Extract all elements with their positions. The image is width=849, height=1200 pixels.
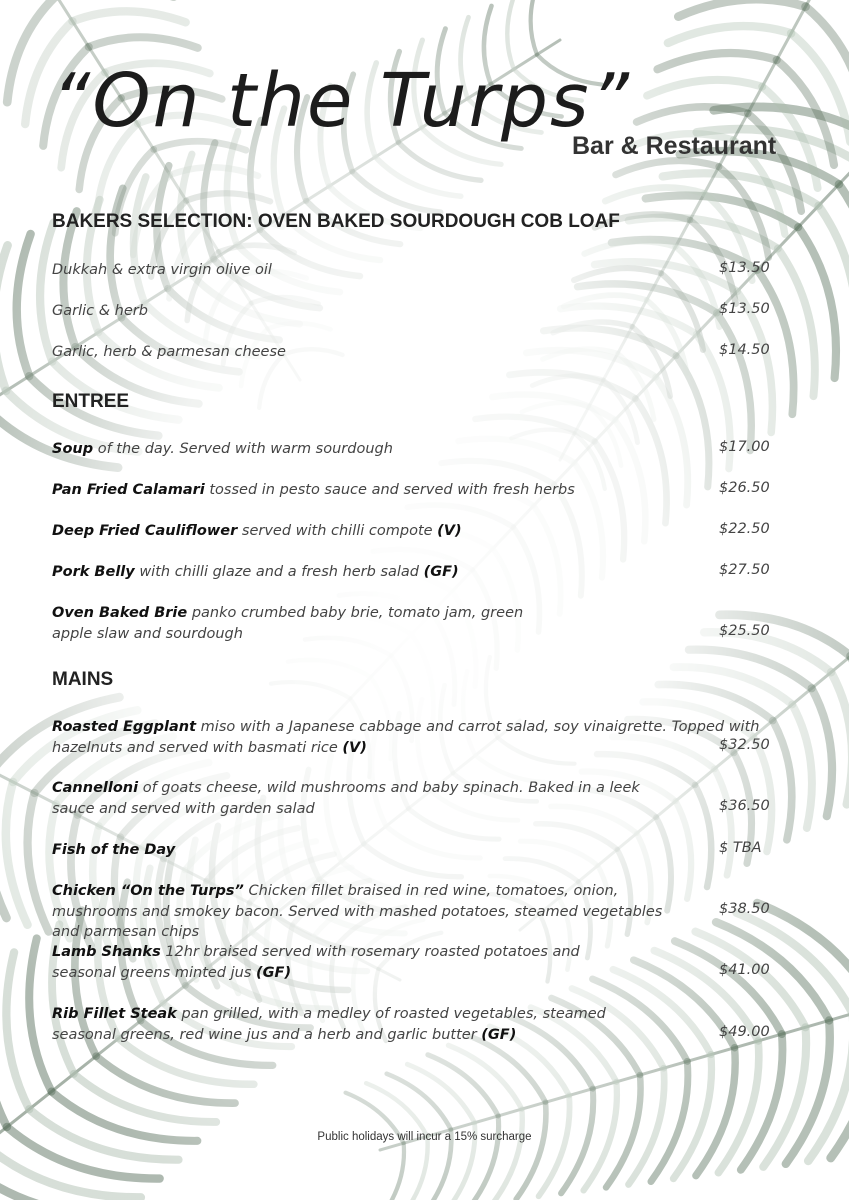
menu-item <box>52 778 792 819</box>
menu-item <box>52 840 792 861</box>
menu-item <box>52 1004 792 1045</box>
item-name: Soup <box>52 441 94 457</box>
dietary-tag: (GF) <box>423 564 459 580</box>
item-description: with chilli glaze and a fresh herb salad <box>134 564 424 580</box>
menu-item <box>52 342 792 363</box>
item-name: Deep Fried Cauliflower <box>52 523 238 539</box>
restaurant-title: “On the Turps” <box>52 58 631 144</box>
item-price: $17.00 <box>719 439 770 455</box>
item-price: $26.50 <box>719 480 770 496</box>
mains-heading: MAINS <box>52 669 114 690</box>
item-name: Roasted Eggplant <box>52 719 197 735</box>
item-name: Chicken “On the Turps” <box>52 883 244 899</box>
item-description: Dukkah & extra virgin olive oil <box>52 262 272 278</box>
item-description: 12hr braised served with rosemary roasted potatoes and seasonal greens minted jus <box>52 944 580 981</box>
item-description: served with chilli compote <box>237 523 438 539</box>
menu-item <box>52 603 792 644</box>
item-price: $ TBA <box>719 840 762 856</box>
item-price: $32.50 <box>719 737 770 753</box>
item-description: Garlic & herb <box>52 303 148 319</box>
menu-item <box>52 942 792 983</box>
item-price: $13.50 <box>719 301 770 317</box>
menu-item <box>52 562 792 583</box>
item-name: Pan Fried Calamari <box>52 482 205 498</box>
bakers-heading: BAKERS SELECTION: OVEN BAKED SOURDOUGH COB LOAF <box>52 211 620 232</box>
dietary-tag: (GF) <box>256 964 292 981</box>
item-description: Chicken fillet braised in red wine, tomatoes, onion, mushrooms and smokey bacon. Served with mashed potatoes, steamed vegetables and parmesan chips <box>52 883 663 940</box>
item-description: Garlic, herb & parmesan cheese <box>52 344 286 360</box>
menu-item <box>52 881 792 943</box>
item-price: $22.50 <box>719 521 770 537</box>
item-description: pan grilled, with a medley of roasted vegetables, steamed seasonal greens, red wine jus and a herb and garlic butter <box>52 1006 606 1043</box>
item-price: $49.00 <box>719 1024 770 1040</box>
item-description: miso with a Japanese cabbage and carrot salad, soy vinaigrette. Topped with hazelnuts and served with basmati rice <box>52 719 760 756</box>
menu-item <box>52 480 792 501</box>
item-price: $36.50 <box>719 798 770 814</box>
item-name: Oven Baked Brie <box>52 605 188 621</box>
item-name: Pork Belly <box>52 564 135 580</box>
menu-item <box>52 439 792 460</box>
item-name: Cannelloni <box>52 780 139 796</box>
dietary-tag: (V) <box>342 739 367 756</box>
surcharge-note: Public holidays will incur a 15% surcharge <box>317 1131 532 1143</box>
menu-item <box>52 717 792 758</box>
item-price: $13.50 <box>719 260 770 276</box>
menu-item <box>52 521 792 542</box>
restaurant-subtitle: Bar & Restaurant <box>572 132 777 160</box>
item-price: $41.00 <box>719 962 770 978</box>
entree-heading: ENTREE <box>52 391 130 412</box>
item-price: $38.50 <box>719 901 770 917</box>
dietary-tag: (V) <box>437 523 462 539</box>
item-name: Lamb Shanks <box>52 944 161 960</box>
item-price: $14.50 <box>719 342 770 358</box>
dietary-tag: (GF) <box>481 1026 517 1043</box>
item-name: Fish of the Day <box>52 842 176 858</box>
item-name: Rib Fillet Steak <box>52 1006 177 1022</box>
item-description: panko crumbed baby brie, tomato jam, green apple slaw and sourdough <box>52 605 524 642</box>
item-description: of the day. Served with warm sourdough <box>93 441 393 457</box>
item-price: $25.50 <box>719 623 770 639</box>
item-description: of goats cheese, wild mushrooms and baby spinach. Baked in a leek sauce and served with garden salad <box>52 780 640 817</box>
menu-item <box>52 301 792 322</box>
item-price: $27.50 <box>719 562 770 578</box>
menu-item <box>52 260 792 281</box>
item-description: tossed in pesto sauce and served with fresh herbs <box>204 482 575 498</box>
